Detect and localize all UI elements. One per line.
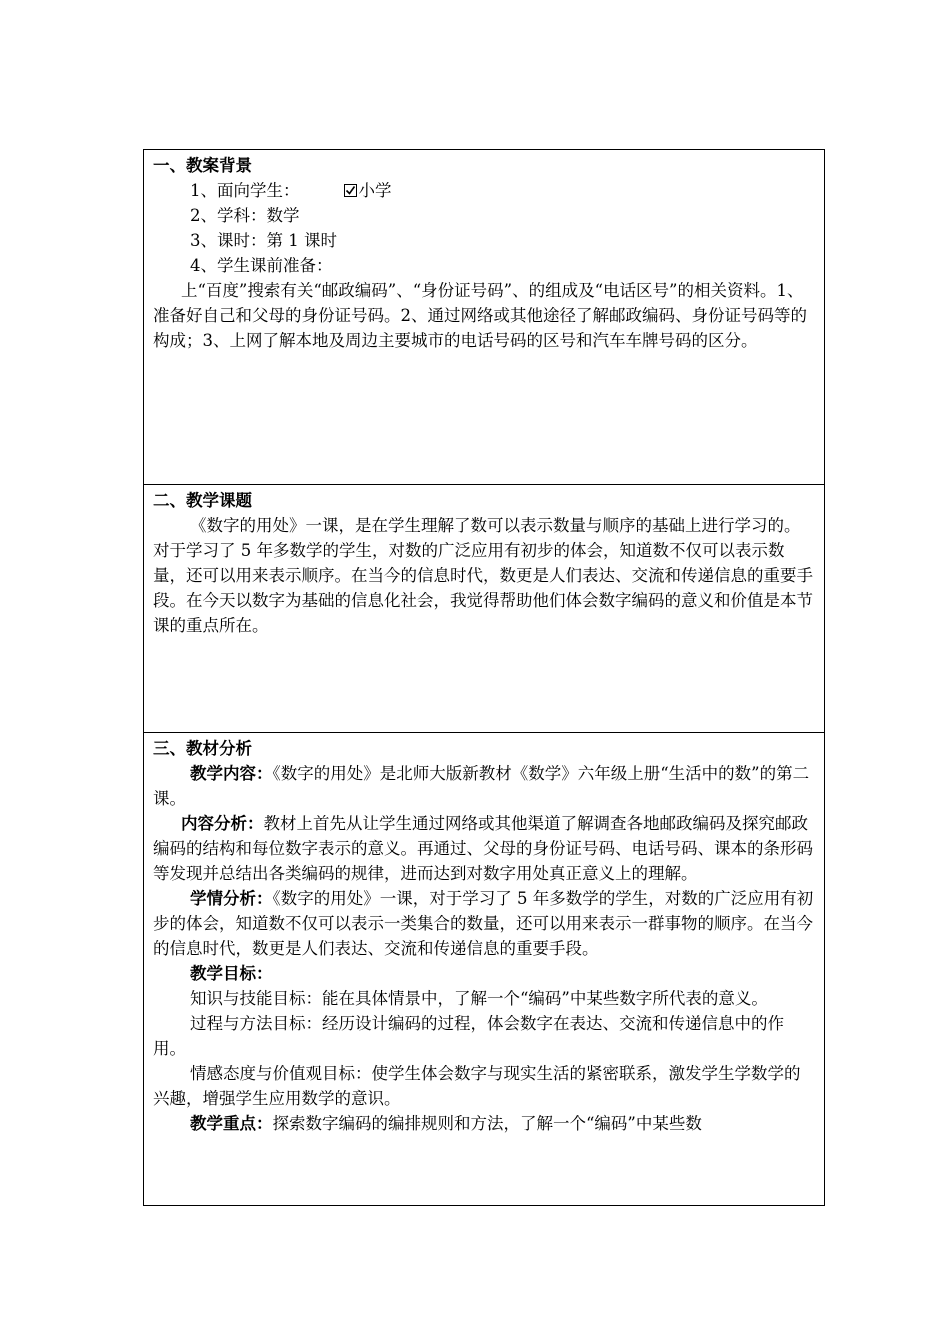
teaching-content-label: 教学内容： — [190, 764, 273, 783]
section-topic — [144, 485, 824, 733]
lesson-plan-table — [143, 149, 825, 1206]
teaching-content-paragraph — [153, 761, 816, 811]
checkbox-checked-icon — [344, 184, 357, 197]
section-heading: 三、教材分析 — [153, 739, 252, 758]
teaching-focus-text: 探索数字编码的编排规则和方法，了解一个“编码”中某些数 — [272, 1114, 702, 1133]
target-students-line — [153, 178, 816, 203]
teaching-goals-label: 教学目标： — [190, 964, 273, 983]
goal-knowledge: 知识与技能目标：能在具体情景中，了解一个“编码”中某些数字所代表的意义。 — [190, 989, 768, 1008]
grade-option — [344, 178, 392, 203]
teaching-content-text: 《数字的用处》是北师大版新教材《数学》六年级上册“生活中的数”的第二课。 — [153, 764, 810, 808]
learner-analysis-text: 《数字的用处》一课，对于学习了 5 年多数学的学生，对数的广泛应用有初步的体会，知道数不仅可以表示一类集合的数量，还可以用来表示一群事物的顺序。在当今的信息时代，数更是人们表达、交流和传递信息的重要手段。 — [153, 889, 814, 958]
section-material-analysis — [144, 733, 824, 1205]
teaching-goals-heading — [153, 961, 816, 986]
learner-analysis-label: 学情分析： — [190, 889, 273, 908]
teaching-focus-paragraph — [153, 1111, 816, 1136]
preparation-line: 4、学生课前准备： — [190, 256, 333, 275]
subject-line: 2、学科：数学 — [190, 206, 300, 225]
section-heading: 一、教案背景 — [153, 156, 252, 175]
content-analysis-label: 内容分析： — [181, 814, 264, 833]
grade-option-label: 小学 — [358, 181, 392, 200]
content-analysis-paragraph — [153, 811, 816, 886]
section-heading: 二、教学课题 — [153, 491, 252, 510]
goal-attitude: 情感态度与价值观目标：使学生体会数字与现实生活的紧密联系，激发学生学数学的兴趣，增强学生应用数学的意识。 — [153, 1064, 801, 1108]
section-background — [144, 150, 824, 485]
learner-analysis-paragraph — [153, 886, 816, 961]
teaching-focus-label: 教学重点： — [190, 1114, 273, 1133]
topic-paragraph: 《数字的用处》一课，是在学生理解了数可以表示数量与顺序的基础上进行学习的。对于学习了 5 年多数学的学生，对数的广泛应用有初步的体会，知道数不仅可以表示数量，还可以用来表示顺序。在当今的信息时代，数更是人们表达、交流和传递信息的重要手段。在今天以数字为基础的信息化社会，我觉得帮助他们体会数字编码的意义和价值是本节课的重点所在。 — [153, 516, 813, 635]
content-analysis-text: 教材上首先从让学生通过网络或其他渠道了解调查各地邮政编码及探究邮政编码的结构和每位数字表示的意义。再通过、父母的身份证号码、电话号码、课本的条形码等发现并总结出各类编码的规律，进而达到对数字用处真正意义上的理解。 — [153, 814, 813, 883]
target-students-label: 1、面向学生： — [190, 181, 300, 200]
preparation-paragraph: 上“百度”搜索有关“邮政编码”、“身份证号码”、的组成及“电话区号”的相关资料。1、准备好自己和父母的身份证号码。2、通过网络或其他途径了解邮政编码、身份证号码等的构成；3、上网了解本地及周边主要城市的电话号码的区号和汽车车牌号码的区分。 — [153, 281, 807, 350]
goal-process: 过程与方法目标：经历设计编码的过程，体会数字在表达、交流和传递信息中的作用。 — [153, 1014, 784, 1058]
class-hours-line: 3、课时：第 1 课时 — [190, 231, 337, 250]
